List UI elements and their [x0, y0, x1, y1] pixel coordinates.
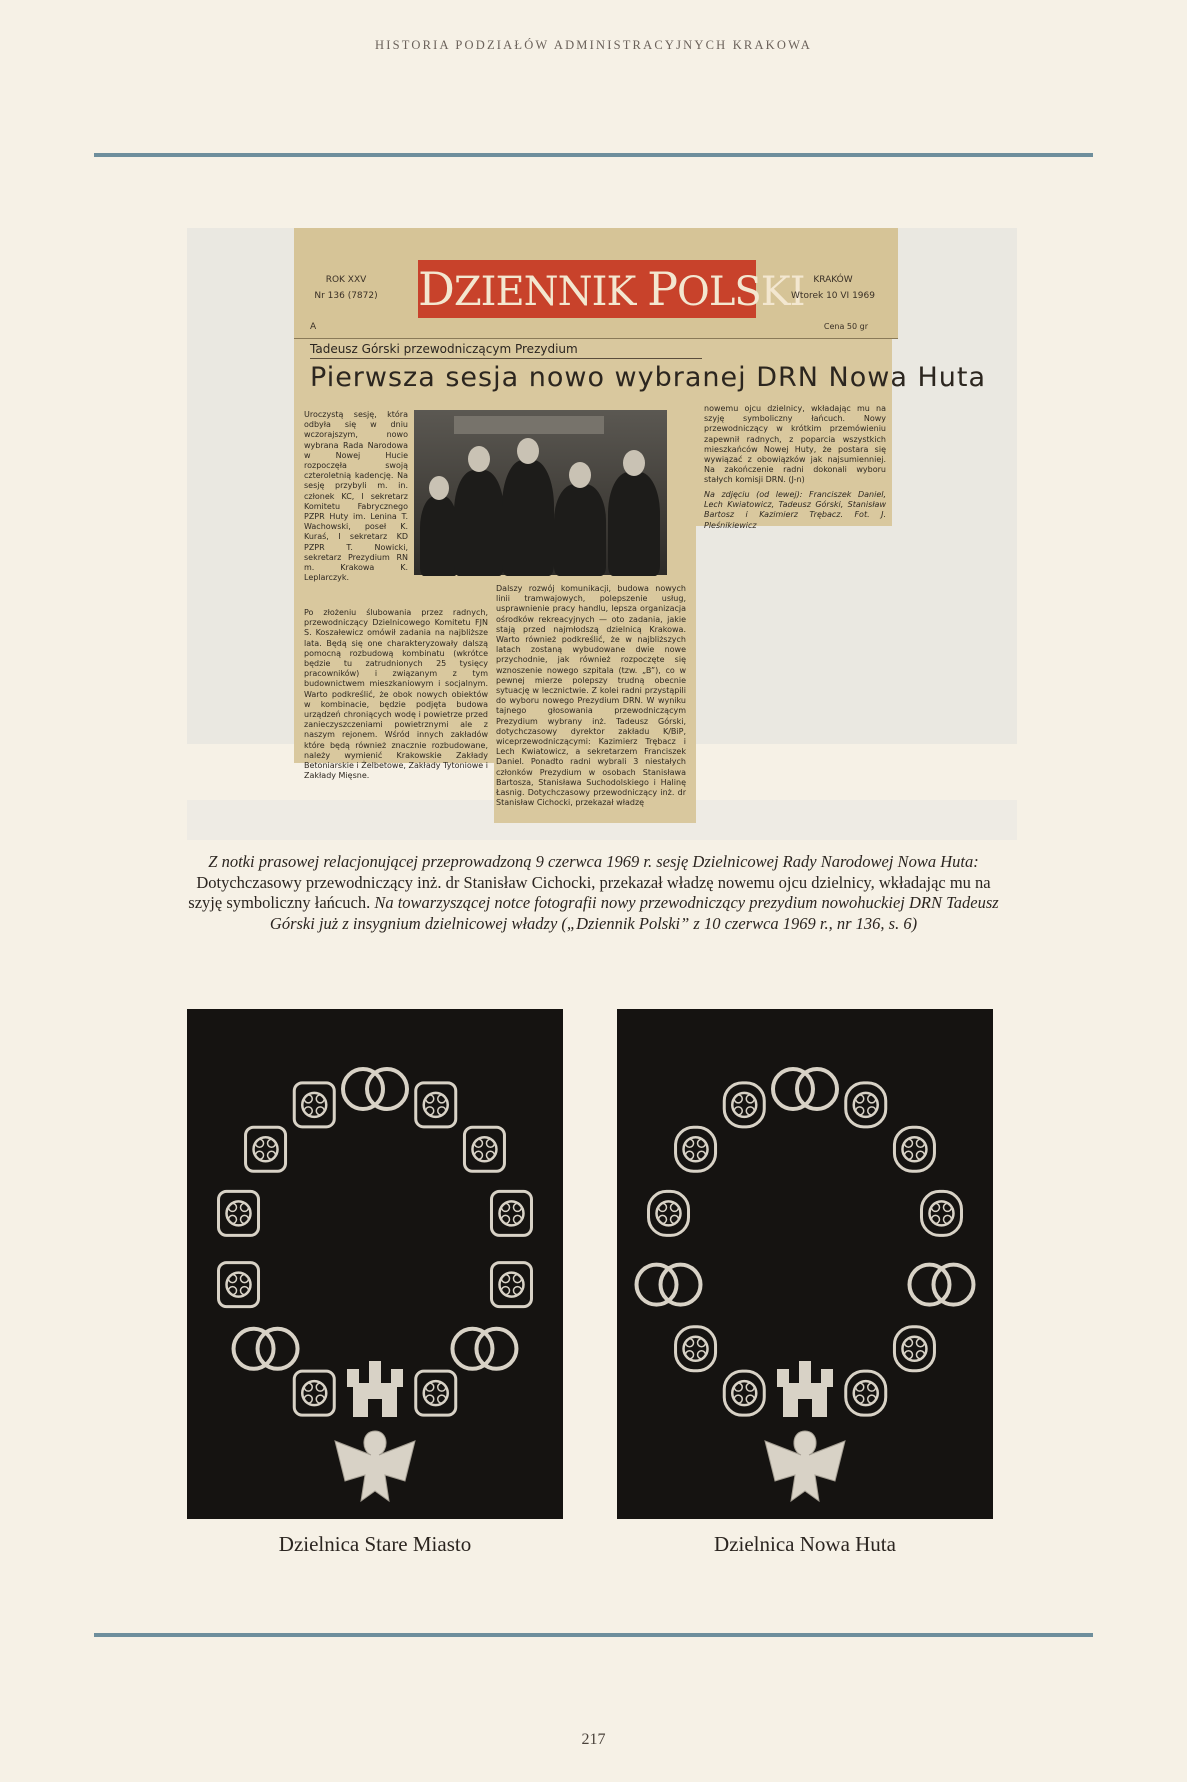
masthead-date — [778, 272, 888, 304]
chain-ring — [773, 1069, 813, 1109]
link-hole — [686, 1351, 694, 1359]
link-hole — [671, 1203, 679, 1211]
chain-link — [491, 1263, 531, 1307]
link-hole — [904, 1151, 912, 1159]
person-head — [623, 450, 645, 476]
figure-caption — [186, 852, 1001, 934]
link-hole — [426, 1395, 434, 1403]
castle-tower — [777, 1369, 789, 1387]
link-hole — [868, 1095, 876, 1103]
link-hole — [916, 1139, 924, 1147]
chain-link — [416, 1083, 456, 1127]
link-frame — [894, 1127, 934, 1171]
link-frame — [894, 1327, 934, 1371]
chain-stare-miasto-image — [187, 1009, 563, 1519]
chain-link — [894, 1127, 934, 1171]
link-frame — [294, 1083, 334, 1127]
link-hole — [856, 1383, 864, 1391]
article-photo — [414, 410, 667, 575]
title-initial-d: D — [418, 262, 454, 316]
link-frame — [491, 1263, 531, 1307]
title-rest-d: ZIENNIK — [453, 269, 636, 315]
link-hole — [304, 1395, 312, 1403]
running-head: HISTORIA PODZIAŁÓW ADMINISTRACYJNYCH KRAKOWA — [375, 38, 812, 52]
link-hole — [501, 1287, 509, 1295]
link-hole — [426, 1383, 434, 1391]
link-hole — [229, 1287, 237, 1295]
link-hole — [734, 1107, 742, 1115]
price: Cena 50 gr — [823, 322, 868, 331]
link-hole — [698, 1139, 706, 1147]
chain-ring — [933, 1265, 973, 1305]
link-frame — [676, 1127, 716, 1171]
link-hole — [501, 1203, 509, 1211]
link-hole — [943, 1215, 951, 1223]
link-hole — [316, 1383, 324, 1391]
link-frame — [846, 1083, 886, 1127]
link-hole — [686, 1151, 694, 1159]
chain-link — [846, 1371, 886, 1415]
castle-tower — [347, 1369, 359, 1387]
link-hole — [746, 1383, 754, 1391]
link-hole — [686, 1139, 694, 1147]
article-column-2: Dalszy rozwój komunikacji, budowa nowych linii tramwajowych, polepszenie usług, usprawnienie pracy handlu, lepsza organizacja ośrodków rekreacyjnych — oto zadania, jakie stają przed najmłodszą dzielnicą Krakowa. Warto również podkreślić, że w najbliższych latach zostaną wybudowane dwie nowe przychodnie, jak również rozpoczęte się wznoszenie nowego szpitala (tzw. „B”), co w pewnej mierze polepszy trudną obecnie sytuację w lecznictwie. Z kolei radni przystąpili do wyboru nowego Prezydium DRN. W wyniku tajnego głosowania przewodniczącym Prezydium wybrany inż. Tadeusz Górski, dotychczasowy dyrektor zakładu K/BiP, wiceprzewodniczącymi: Kazimierz Trębacz i Lech Kwiatowicz, a sekretarzem Franciszek Daniel. Ponadto radni wybrali 3 niestałych członków Prezydium w osobach Stanisława Bartosza, Stanisława Suchodolskiego i Halinę Łasnig. Dotychczasowy przewodniczący inż. dr Stanisław Cichocki, przekazał władzę — [496, 584, 686, 808]
chain-link — [676, 1327, 716, 1371]
chain-ring — [452, 1329, 492, 1369]
link-hole — [513, 1203, 521, 1211]
person-silhouette — [608, 472, 660, 576]
castle-gate — [368, 1399, 382, 1417]
link-hole — [438, 1395, 446, 1403]
link-hole — [229, 1203, 237, 1211]
chain-ring — [637, 1265, 677, 1305]
chain-link — [649, 1191, 689, 1235]
city: KRAKÓW — [813, 275, 853, 285]
link-hole — [746, 1095, 754, 1103]
link-frame — [464, 1127, 504, 1171]
chain-link — [294, 1371, 334, 1415]
edition-letter: A — [310, 322, 317, 332]
chain-link — [921, 1191, 961, 1235]
person-silhouette — [502, 460, 554, 576]
title-rest-p: OLSKI — [677, 269, 805, 315]
link-hole — [659, 1215, 667, 1223]
chain-ring — [661, 1265, 701, 1305]
person-head — [569, 462, 591, 488]
chain-ring — [797, 1069, 837, 1109]
link-frame — [219, 1191, 259, 1235]
link-frame — [491, 1191, 531, 1235]
link-hole — [426, 1095, 434, 1103]
newspaper-title — [418, 260, 805, 318]
chain-ring — [909, 1265, 949, 1305]
link-hole — [868, 1383, 876, 1391]
link-hole — [268, 1151, 276, 1159]
person-silhouette — [554, 484, 606, 576]
page-number: 217 — [581, 1731, 606, 1748]
link-hole — [513, 1287, 521, 1295]
link-hole — [904, 1139, 912, 1147]
link-hole — [856, 1395, 864, 1403]
newspaper-clipping — [294, 228, 986, 823]
link-frame — [219, 1263, 259, 1307]
link-hole — [438, 1095, 446, 1103]
link-frame — [294, 1371, 334, 1415]
link-hole — [659, 1203, 667, 1211]
chain-ring — [367, 1069, 407, 1109]
link-hole — [734, 1395, 742, 1403]
issue-number: Nr 136 (7872) — [314, 291, 378, 301]
plate-label-nowa-huta: Dzielnica Nowa Huta — [714, 1532, 896, 1556]
caption-italic-2: Na towarzyszącej notce fotografii nowy przewodniczący prezydium nowohuckiej DRN Tadeusz Górski już z insygnium dzielnicowej władzy („Dziennik Polski” z 10 czerwca 1969 r., nr 136, s. 6) — [269, 893, 999, 933]
link-hole — [486, 1151, 494, 1159]
link-frame — [649, 1191, 689, 1235]
castle-tower — [799, 1361, 811, 1385]
link-hole — [268, 1139, 276, 1147]
link-frame — [416, 1371, 456, 1415]
link-frame — [846, 1371, 886, 1415]
link-hole — [256, 1151, 264, 1159]
bottom-rule — [94, 1633, 1093, 1637]
chain-link — [246, 1127, 286, 1171]
link-hole — [241, 1275, 249, 1283]
chain-ring — [258, 1329, 298, 1369]
castle-gate — [798, 1399, 812, 1417]
person-head — [468, 446, 490, 472]
link-hole — [304, 1383, 312, 1391]
chain-link — [846, 1083, 886, 1127]
link-hole — [856, 1095, 864, 1103]
link-hole — [438, 1107, 446, 1115]
link-hole — [734, 1383, 742, 1391]
link-hole — [746, 1395, 754, 1403]
link-hole — [304, 1095, 312, 1103]
chain-link — [219, 1191, 259, 1235]
link-hole — [916, 1151, 924, 1159]
person-head — [429, 476, 449, 500]
chain-link — [294, 1083, 334, 1127]
link-frame — [416, 1083, 456, 1127]
link-hole — [698, 1339, 706, 1347]
article-column-3: nowemu ojcu dzielnicy, wkładając mu na szyję symboliczny łańcuch. Nowy przewodniczący w krótkim przemówieniu zapewnił radnych, z poparcia wszystkich mieszkańców Nowej Huty, że postara się wywiązać z obowiązków jak najsumienniej. Na zakończenie radni dokonali wyboru stałych komisji DRN. (J-n) — [704, 404, 886, 485]
link-hole — [916, 1339, 924, 1347]
article-column-1-top: Uroczystą sesję, która odbyła się w dniu wczorajszym, nowo wybrana Rada Narodowa w Nowej Hucie rozpoczęła swoją czteroletnią kadencję. Na sesję przybyli m. in. członek KC, I sekretarz Komitetu Fabrycznego PZPR Huty im. Lenina T. Wachowski, poseł K. Kuraś, I sekretarz KD PZPR T. Nowicki, sekretarz Prezydium RN m. Krakowa K. Leplarczyk. — [304, 410, 408, 583]
link-hole — [316, 1395, 324, 1403]
link-frame — [921, 1191, 961, 1235]
link-hole — [256, 1139, 264, 1147]
link-hole — [474, 1139, 482, 1147]
link-hole — [904, 1351, 912, 1359]
chain-link — [724, 1083, 764, 1127]
chain-link — [219, 1263, 259, 1307]
chain-link — [894, 1327, 934, 1371]
link-frame — [724, 1371, 764, 1415]
link-hole — [474, 1151, 482, 1159]
link-hole — [943, 1203, 951, 1211]
link-hole — [229, 1215, 237, 1223]
link-hole — [513, 1215, 521, 1223]
person-silhouette — [454, 470, 504, 576]
person-silhouette — [420, 496, 458, 576]
link-frame — [246, 1127, 286, 1171]
link-hole — [856, 1107, 864, 1115]
newspaper-masthead — [294, 228, 898, 339]
caption-regular: Dotychczasowy przewodniczący inż. dr Stanisław Cichocki, przekazał władzę nowemu ojcu dzielnicy, wkładając mu na szyję symboliczny łańcuch. — [188, 872, 991, 912]
link-hole — [746, 1107, 754, 1115]
castle-tower — [391, 1369, 403, 1387]
date: Wtorek 10 VI 1969 — [791, 291, 875, 301]
chain-nowa-huta-image — [617, 1009, 993, 1519]
chain-link — [676, 1127, 716, 1171]
link-hole — [241, 1287, 249, 1295]
link-hole — [931, 1215, 939, 1223]
photo-caption: Na zdjęciu (od lewej): Franciszek Daniel, Lech Kwiatowicz, Tadeusz Górski, Stanisław Bartosz i Kazimierz Trębacz. Fot. J. Pleśnikiewicz — [704, 490, 886, 530]
plate-chain-stare-miasto — [187, 1009, 563, 1519]
castle-tower — [369, 1361, 381, 1385]
link-hole — [698, 1351, 706, 1359]
plate-chain-nowa-huta — [617, 1009, 993, 1519]
link-hole — [316, 1107, 324, 1115]
link-hole — [486, 1139, 494, 1147]
link-frame — [676, 1327, 716, 1371]
chain-link — [491, 1191, 531, 1235]
link-frame — [724, 1083, 764, 1127]
title-initial-p: P — [647, 262, 678, 316]
top-rule — [94, 153, 1093, 157]
link-hole — [501, 1215, 509, 1223]
article-headline: Pierwsza sesja nowo wybranej DRN Nowa Huta — [310, 362, 986, 393]
link-hole — [229, 1275, 237, 1283]
link-hole — [316, 1095, 324, 1103]
link-hole — [904, 1339, 912, 1347]
link-hole — [686, 1339, 694, 1347]
photo-banner — [454, 416, 604, 434]
link-hole — [304, 1107, 312, 1115]
link-hole — [241, 1215, 249, 1223]
link-hole — [241, 1203, 249, 1211]
year-issue: ROK XXV — [325, 275, 367, 285]
link-hole — [426, 1107, 434, 1115]
masthead-issue — [306, 272, 386, 304]
link-hole — [501, 1275, 509, 1283]
link-hole — [671, 1215, 679, 1223]
person-head — [517, 438, 539, 464]
plate-label-stare-miasto: Dzielnica Stare Miasto — [278, 1532, 472, 1556]
chain-ring — [343, 1069, 383, 1109]
chain-link — [464, 1127, 504, 1171]
link-hole — [734, 1095, 742, 1103]
article-column-1-bottom: Po złożeniu ślubowania przez radnych, przewodniczący Dzielnicowego Komitetu FJN S. Koszałewicz omówił zadania na najbliższe lata. Będą się one charakteryzowały dalszą pomocną rozbudową kombinatu (wkrótce będzie tu zatrudnionych 25 tysięcy pracowników) i związanym z tym budownictwem mieszkaniowym i socjalnym. Warto podkreślić, że obok nowych obiektów w kombinacie, będzie podjęta budowa urządzeń chroniących wodę i powietrze przed zanieczyszczeniami powietrznymi ale z naszym rejonem. Wśród innych zakładów które będą również znacznie rozbudowane, należy wymienić Krakowskie Zakłady Betoniarskie i Żelbetowe, Zakłady Tytoniowe i Zakłady Mięsne. — [304, 608, 488, 781]
link-hole — [698, 1151, 706, 1159]
link-hole — [916, 1351, 924, 1359]
link-hole — [438, 1383, 446, 1391]
link-hole — [931, 1203, 939, 1211]
caption-italic-1: Z notki prasowej relacjonującej przeprowadzoną 9 czerwca 1969 r. sesję Dzielnicowej Rady Narodowej Nowa Huta: — [208, 852, 979, 871]
link-hole — [513, 1275, 521, 1283]
chain-link — [724, 1371, 764, 1415]
chain-ring — [234, 1329, 274, 1369]
link-hole — [868, 1107, 876, 1115]
chain-ring — [476, 1329, 516, 1369]
castle-tower — [821, 1369, 833, 1387]
link-hole — [868, 1395, 876, 1403]
eagle-pendant — [335, 1431, 415, 1501]
eagle-pendant — [765, 1431, 845, 1501]
chain-link — [416, 1371, 456, 1415]
article-kicker: Tadeusz Górski przewodniczącym Prezydium — [310, 342, 702, 359]
